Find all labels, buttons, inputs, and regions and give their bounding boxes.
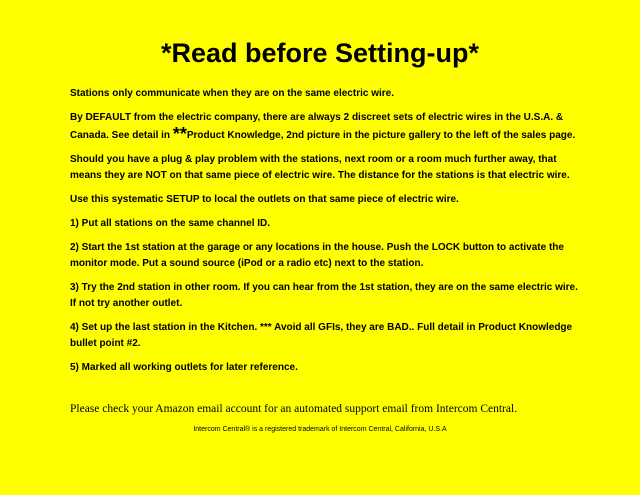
step-text: 2) Start the 1st station at the garage or any locations in the house. Push the LOCK button to activate the bbox=[70, 242, 564, 253]
paragraph-text: Canada. See detail in bbox=[70, 130, 173, 141]
step-3 bbox=[70, 280, 590, 312]
paragraph-default-wires bbox=[70, 110, 590, 144]
paragraph-wire-rule bbox=[70, 86, 590, 102]
step-text: 3) Try the 2nd station in other room. If you can hear from the 1st station, they are on the same electric wire. bbox=[70, 282, 578, 293]
step-text: monitor mode. Put a sound source (iPod or a radio etc) next to the station. bbox=[70, 258, 424, 269]
paragraph-text: means they are NOT on that same piece of electric wire. The distance for the stations is that electric wire. bbox=[70, 170, 570, 181]
trademark-notice: Intercom Central® is a registered trademark of Intercom Central, California, U.S.A bbox=[193, 426, 447, 433]
step-text: 5) Marked all working outlets for later reference. bbox=[70, 362, 298, 373]
support-note: Please check your Amazon email account for an automated support email from Intercom Central. bbox=[70, 403, 518, 415]
paragraph-text: Should you have a plug & play problem with the stations, next room or a room much further away, that bbox=[70, 154, 557, 165]
page-title: *Read before Setting-up* bbox=[160, 38, 480, 68]
paragraph-plug-play-problem bbox=[70, 152, 590, 184]
step-4 bbox=[70, 320, 590, 352]
paragraph-text: Product Knowledge, 2nd picture in the picture gallery to the left of the sales page. bbox=[186, 130, 576, 141]
step-text: If not try another outlet. bbox=[70, 298, 183, 309]
step-1 bbox=[70, 216, 590, 232]
paragraph-text: Use this systematic SETUP to local the outlets on that same piece of electric wire. bbox=[70, 194, 459, 205]
step-5 bbox=[70, 360, 590, 376]
instructions-body bbox=[70, 86, 590, 384]
asterisk-marker: ** bbox=[172, 124, 187, 144]
step-2 bbox=[70, 240, 590, 272]
paragraph-text: By DEFAULT from the electric company, there are always 2 discreet sets of electric wires in the U.S.A. & bbox=[70, 112, 564, 123]
step-text: 1) Put all stations on the same channel ID. bbox=[70, 218, 271, 229]
step-text: bullet point #2. bbox=[70, 338, 141, 349]
paragraph-text: Stations only communicate when they are on the same electric wire. bbox=[70, 88, 394, 99]
paragraph-setup-intro bbox=[70, 192, 590, 208]
step-text: 4) Set up the last station in the Kitchen. *** Avoid all GFIs, they are BAD.. Full detail in Product Knowledge bbox=[70, 322, 573, 333]
